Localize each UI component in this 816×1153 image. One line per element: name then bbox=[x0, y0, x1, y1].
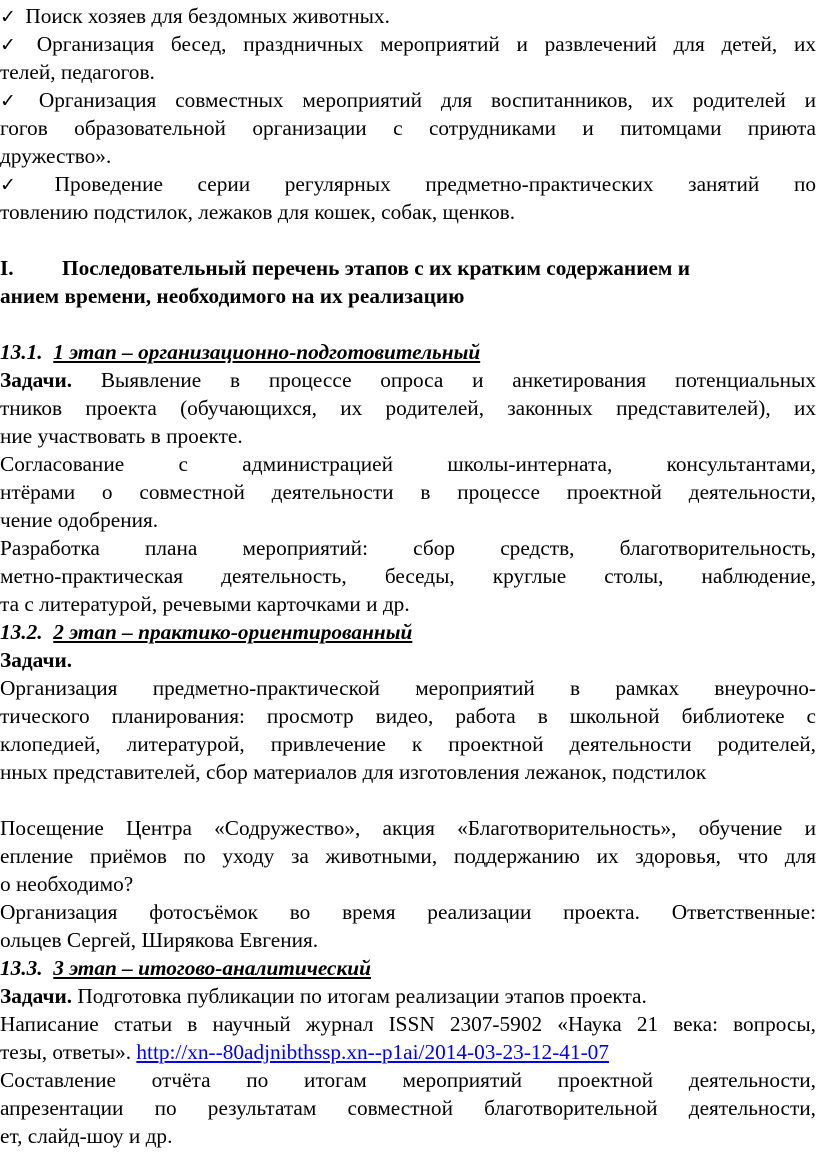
tasks-label: Задачи. bbox=[0, 368, 73, 392]
stage-number: 13.2. bbox=[0, 620, 43, 644]
journal-link[interactable]: http://xn--80adjnibthssp.xn--p1ai/2014-03-23-12-41-07 bbox=[136, 1040, 609, 1064]
paragraph-text: нтёрами о совместной деятельности в процессе проектной деятельности, bbox=[0, 480, 816, 504]
checklist-item-continuation: телей, педагогов. bbox=[0, 60, 155, 84]
checklist-item-text: Проведение серии регулярных предметно-практических занятий по bbox=[54, 172, 816, 196]
checkmark-icon: ✓ bbox=[0, 174, 16, 196]
paragraph-text: тезы, ответы». bbox=[0, 1040, 132, 1064]
paragraph-text: Согласование с администрацией школы-интерната, консультантами, bbox=[0, 452, 816, 476]
paragraph-text: о необходимо? bbox=[0, 872, 134, 896]
checklist-item-text: Организация бесед, праздничных мероприятий и развлечений для детей, их bbox=[36, 32, 816, 56]
paragraph-text: клопедией, литературой, привлечение к проектной деятельности родителей, bbox=[0, 732, 816, 756]
stage-1-heading bbox=[0, 338, 816, 366]
paragraph-text: метно-практическая деятельность, беседы, круглые столы, наблюдение, bbox=[0, 564, 816, 588]
paragraph-text: Написание статьи в научный журнал ISSN 2307-5902 «Наука 21 века: вопросы, bbox=[0, 1012, 816, 1036]
stage-2-heading bbox=[0, 618, 816, 646]
checkmark-icon: ✓ bbox=[0, 6, 16, 28]
stage-3-tasks bbox=[0, 982, 816, 1010]
stage-title: 2 этап – практико-ориентированный bbox=[53, 620, 413, 644]
checkmark-icon: ✓ bbox=[0, 90, 16, 112]
section-title-continuation: анием времени, необходимого на их реализацию bbox=[0, 284, 465, 308]
checklist-item-text: Поиск хозяев для бездомных животных. bbox=[25, 4, 390, 28]
tasks-label: Задачи. bbox=[0, 984, 73, 1008]
checklist-item-text: Организация совместных мероприятий для воспитанников, их родителей и bbox=[38, 88, 816, 112]
stage-3-heading bbox=[0, 954, 816, 982]
stage-number: 13.1. bbox=[0, 340, 43, 364]
paragraph-text: Выявление в процессе опроса и анкетирования потенциальных bbox=[100, 368, 816, 392]
section-number: I. bbox=[0, 256, 14, 280]
paragraph-text: Организация фотосъёмок во время реализации проекта. Ответственные: bbox=[0, 900, 816, 924]
section-title: Последовательный перечень этапов с их кратким содержанием и bbox=[62, 256, 691, 280]
checklist-item-continuation: дружество». bbox=[0, 144, 112, 168]
paragraph-text: ние участвовать в проекте. bbox=[0, 424, 243, 448]
tasks-label: Задачи. bbox=[0, 648, 73, 672]
paragraph-text: апрезентации по результатам совместной благотворительной деятельности, bbox=[0, 1096, 816, 1120]
stage-number: 13.3. bbox=[0, 956, 43, 980]
paragraph-text: ольцев Сергей, Ширякова Евгения. bbox=[0, 928, 319, 952]
stage-title: 3 этап – итогово-аналитический bbox=[53, 956, 371, 980]
paragraph-text: чение одобрения. bbox=[0, 508, 159, 532]
paragraph-text: тического планирования: просмотр видео, работа в школьной библиотеке с bbox=[0, 704, 816, 728]
checklist-item-1 bbox=[0, 2, 816, 30]
paragraph-text: Организация предметно-практической мероприятий в рамках внеурочно- bbox=[0, 676, 816, 700]
paragraph-text: тников проекта (обучающихся, их родителей, законных представителей), их bbox=[0, 396, 816, 420]
stage-3-link-line bbox=[0, 1038, 816, 1066]
paragraph-text: ет, слайд-шоу и др. bbox=[0, 1124, 173, 1148]
checklist-item-3 bbox=[0, 86, 816, 114]
section-heading bbox=[0, 254, 816, 282]
checklist-item-2 bbox=[0, 30, 816, 58]
paragraph-text: та с литературой, речевыми карточками и др. bbox=[0, 592, 410, 616]
paragraph-text: Подготовка публикации по итогам реализации этапов проекта. bbox=[77, 984, 647, 1008]
stage-1-tasks bbox=[0, 366, 816, 394]
stage-title: 1 этап – организационно-подготовительный bbox=[53, 340, 481, 364]
checkmark-icon: ✓ bbox=[0, 34, 16, 56]
checklist-item-continuation: товлению подстилок, лежаков для кошек, собак, щенков. bbox=[0, 200, 516, 224]
paragraph-text: Разработка плана мероприятий: сбор средств, благотворительность, bbox=[0, 536, 816, 560]
checklist-item-continuation: гогов образовательной организации с сотрудниками и питомцами приюта bbox=[0, 116, 816, 140]
paragraph-text: нных представителей, сбор материалов для изготовления лежанок, подстилок bbox=[0, 760, 707, 784]
checklist-item-4 bbox=[0, 170, 816, 198]
paragraph-text: епление приёмов по уходу за животными, поддержанию их здоровья, что для bbox=[0, 844, 816, 868]
paragraph-text: Составление отчёта по итогам мероприятий проектной деятельности, bbox=[0, 1068, 816, 1092]
paragraph-text: Посещение Центра «Содружество», акция «Благотворительность», обучение и bbox=[0, 816, 816, 840]
